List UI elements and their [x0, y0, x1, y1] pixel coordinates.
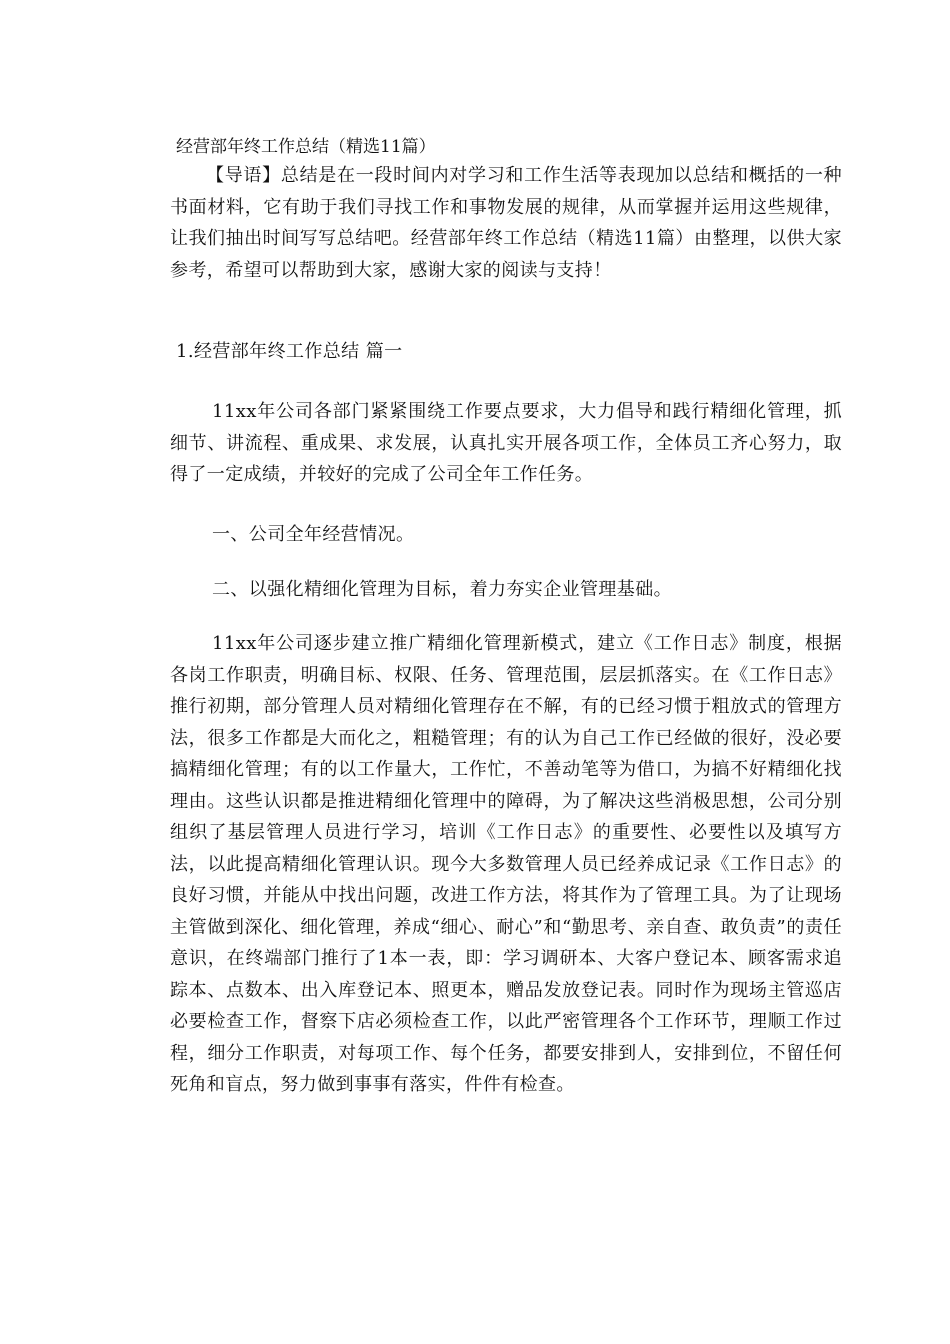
body-paragraph-2: 11xx年公司逐步建立推广精细化管理新模式，建立《工作日志》制度，根据各岗工作职责，明确目标、权限、任务、管理范围，层层抓落实。在《工作日志》推行初期，部分管理人员对精细化管理存在不解，有的已经习惯于粗放式的管理方法，很多工作都是大而化之，粗糙管理；有的认为自己工作已经做的很好，没必要搞精细化管理；有的以工作量大，工作忙，不善动笔等为借口，为搞不好精细化找理由。这些认识都是推进精细化管理中的障碍，为了解决这些消极思想，公司分别组织了基层管理人员进行学习，培训《工作日志》的重要性、必要性以及填写方法，以此提高精细化管理认识。现今大多数管理人员已经养成记录《工作日志》的良好习惯，并能从中找出问题，改进工作方法，将其作为了管理工具。为了让现场主管做到深化、细化管理，养成“细心、耐心”和“勤思考、亲自查、敢负责”的责任意识，在终端部门推行了1本一表，即：学习调研本、大客户登记本、顾客需求追踪本、点数本、出入库登记本、照更本，赠品发放登记表。同时作为现场主管巡店必要检查工作，督察下店必须检查工作，以此严密管理各个工作环节，理顺工作过程，细分工作职责，对每项工作、每个任务，都要安排到人，安排到位，不留任何死角和盲点，努力做到事事有落实，件件有检查。: [170, 633, 842, 1095]
section-heading: 1.经营部年终工作总结 篇一: [176, 341, 403, 362]
document-title: 经营部年终工作总结（精选11篇）: [176, 137, 436, 157]
list-item-1: 一、公司全年经营情况。: [212, 524, 415, 545]
body-paragraph-1: 11xx年公司各部门紧紧围绕工作要点要求，大力倡导和践行精细化管理，抓细节、讲流程、重成果、求发展，认真扎实开展各项工作，全体员工齐心努力，取得了一定成绩，并较好的完成了公司全年工作任务。: [170, 401, 842, 485]
intro-paragraph: 【导语】总结是在一段时间内对学习和工作生活等表现加以总结和概括的一种书面材料，它有助于我们寻找工作和事物发展的规律，从而掌握并运用这些规律，让我们抽出时间写写总结吧。经营部年终工作总结（精选11篇）由整理，以供大家参考，希望可以帮助到大家，感谢大家的阅读与支持！: [170, 165, 842, 281]
list-item-2: 二、以强化精细化管理为目标，着力夯实企业管理基础。: [212, 579, 672, 600]
